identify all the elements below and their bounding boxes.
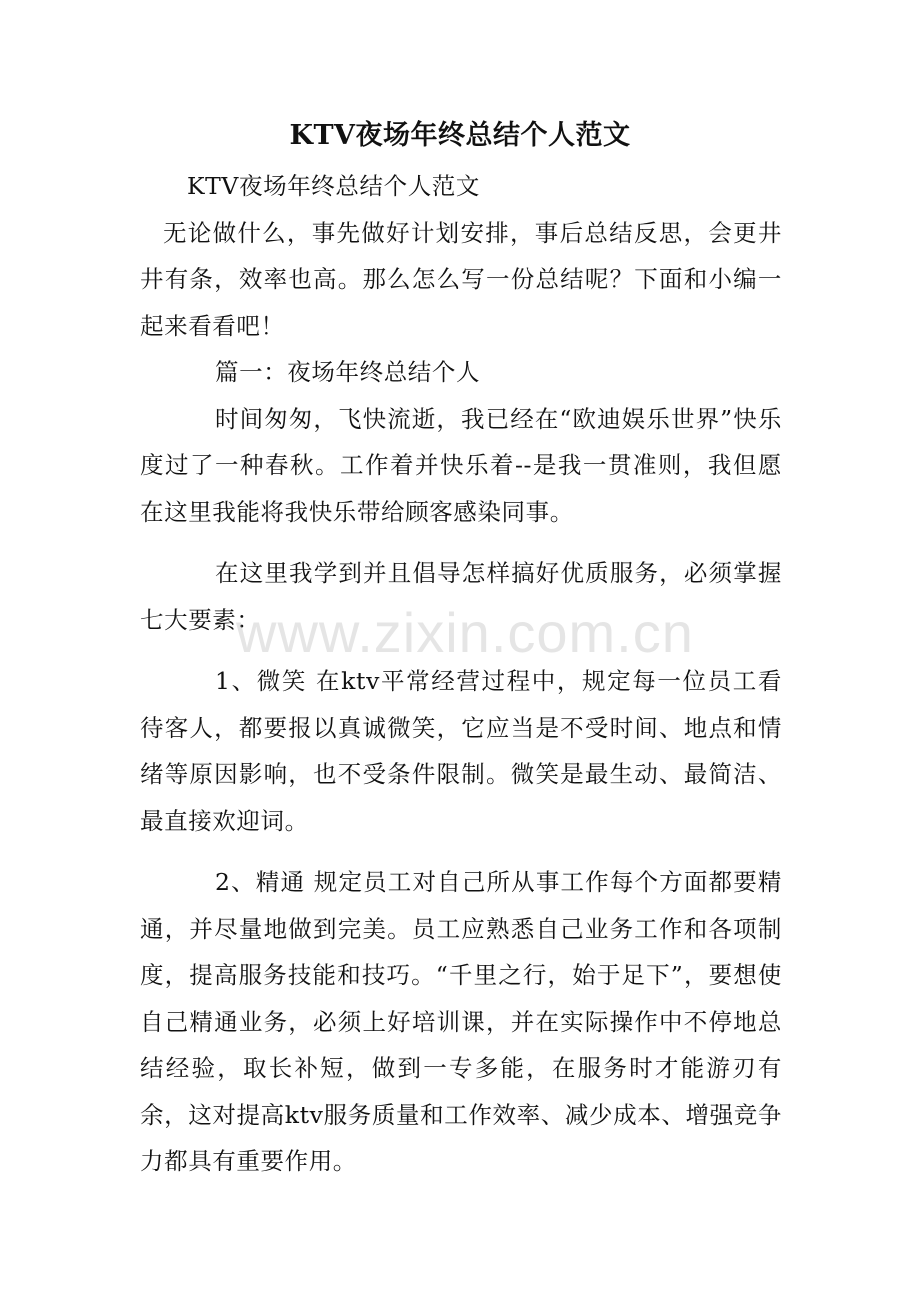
body-paragraph-4: 2、精通 规定员工对自己所从事工作每个方面都要精通，并尽量地做到完美。员工应熟悉自己业务工作和各项制度，提高服务技能和技巧。“千里之行，始于足下”，要想使自己精通业务，必须上好培训课，并在实际操作中不停地总结经验，取长补短，做到一专多能，在服务时才能游刃有余，这对提高ktv服务质量和工作效率、减少成本、增强竞争力都具有重要作用。 xyxy=(140,868,782,1175)
body-paragraph-1: 时间匆匆，飞快流逝，我已经在“欧迪娱乐世界”快乐度过了一种春秋。工作着并快乐着--是我一贯准则，我但愿在这里我能将我快乐带给顾客感染同事。 xyxy=(140,404,782,526)
body-paragraph-2: 在这里我学到并且倡导怎样搞好优质服务，必须掌握七大要素： xyxy=(140,559,782,634)
document-body xyxy=(140,163,782,1185)
section-heading: 篇一：夜场年终总结个人 xyxy=(215,358,481,386)
document-subtitle: KTV夜场年终总结个人范文 xyxy=(187,172,481,200)
watermark: www.zixin.com.cn xyxy=(236,601,694,664)
document-title: KTV夜场年终总结个人范文 xyxy=(289,120,631,151)
body-paragraph-3: 1、微笑 在ktv平常经营过程中，规定每一位员工看待客人，都要报以真诚微笑，它应当是不受时间、地点和情绪等原因影响，也不受条件限制。微笑是最生动、最简洁、最直接欢迎词。 xyxy=(140,667,782,835)
intro-paragraph: 无论做什么，事先做好计划安排，事后总结反思，会更井井有条，效率也高。那么怎么写一份总结呢？下面和小编一起来看看吧！ xyxy=(140,218,782,340)
